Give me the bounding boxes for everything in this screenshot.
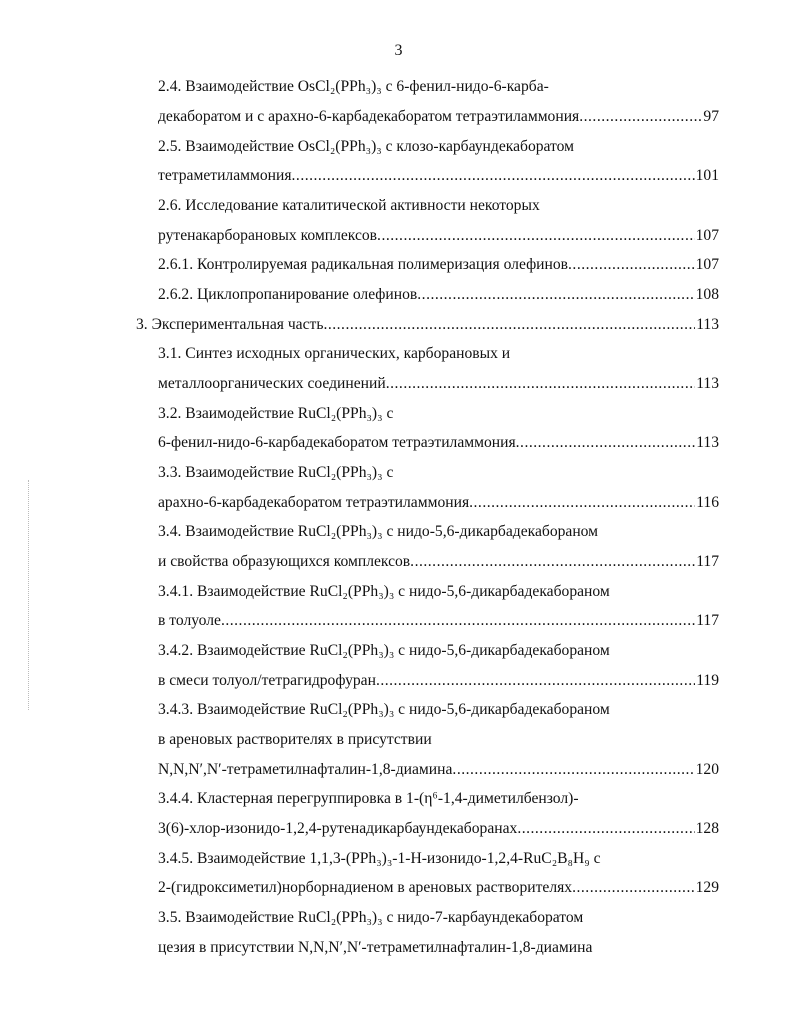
- dot-leader: [452, 755, 694, 785]
- dot-leader: [417, 280, 694, 310]
- toc-entry-2-5: [158, 132, 574, 162]
- toc-entry-text: 3.4.1. Взаимодействие RuCl₂(PPh₃)₃ с нидо-5,6-дикарбадекабораном: [158, 583, 610, 600]
- toc-entry-3-4-4: [158, 784, 579, 814]
- toc-page-number: 117: [696, 553, 719, 570]
- toc-entry-text: 3.3. Взаимодействие RuCl₂(PPh₃)₃ с: [158, 464, 394, 481]
- toc-entry-text: 2-(гидроксиметил)норборнадиеном в ареновых растворителях: [158, 879, 573, 896]
- dot-leader: [572, 873, 695, 903]
- toc-entry-2-6-1[interactable]: [158, 250, 719, 280]
- toc-entry-text: в смеси толуол/тетрагидрофуран: [158, 672, 376, 689]
- toc-entry-text: арахно-6-карбадекаборатом тетраэтиламмония: [158, 494, 470, 511]
- toc-entry-text: 6-фенил-нидо-6-карбадекаборатом тетраэтиламмония: [158, 434, 516, 451]
- toc-page-number: 129: [695, 879, 719, 896]
- toc-entry-text: 3. Экспериментальная часть: [136, 316, 324, 333]
- toc-entry-text: и свойства образующихся комплексов: [158, 553, 411, 570]
- toc-entry-2-5-cont[interactable]: [158, 161, 719, 191]
- toc-entry-2-6: [158, 191, 540, 221]
- toc-entry-text: 3.5. Взаимодействие RuCl₂(PPh₃)₃ с нидо-7-карбаундекаборатом: [158, 909, 584, 926]
- toc-entry-2-6-cont[interactable]: [158, 221, 719, 251]
- toc-entry-3-1-cont[interactable]: [158, 369, 719, 399]
- toc-entry-text: цезия в присутствии N,N,N′,N′-тетраметилнафталин-1,8-диамина: [158, 939, 593, 956]
- toc-entry-text: в ареновых растворителях в присутствии: [158, 731, 432, 748]
- dot-leader: [410, 547, 695, 577]
- toc-entry-3-2: [158, 399, 393, 429]
- toc-entry-3-4-1: [158, 577, 610, 607]
- page-number: 3: [394, 42, 403, 59]
- toc-entry-text: 3.4.5. Взаимодействие 1,1,3-(PPh₃)₃-1-H-изонидо-1,2,4-RuC₂B₈H₉ с: [158, 850, 601, 867]
- toc-entry-text: 2.5. Взаимодействие OsCl₂(PPh₃)₃ с клозо-карбаундекаборатом: [158, 138, 575, 155]
- toc-page-number: 113: [696, 434, 719, 451]
- toc-entry-text: 3.1. Синтез исходных органических, карборановых и: [158, 345, 511, 362]
- toc-entry-text: 3.4.4. Кластерная перегруппировка в 1-(η⁶-1,4-диметилбензол)-: [158, 790, 579, 807]
- toc-entry-3-4: [158, 517, 598, 547]
- toc-entry-text: N,N,N′,N′-тетраметилнафталин-1,8-диамина: [158, 761, 453, 778]
- toc-entry-text: металлоорганических соединений: [158, 375, 386, 392]
- toc-entry-3-3: [158, 458, 393, 488]
- toc-entry-text: 3.2. Взаимодействие RuCl₂(PPh₃)₃ с: [158, 405, 394, 422]
- toc-entry-3-4-3-cont2[interactable]: [158, 755, 719, 785]
- dot-leader: [323, 310, 695, 340]
- toc-entry-text: тетраметиламмония: [158, 167, 292, 184]
- toc-entry-2-4-cont[interactable]: [158, 102, 719, 132]
- toc-page-number: 128: [695, 820, 719, 837]
- toc-page-number: 101: [695, 167, 719, 184]
- toc-entry-3-4-2-cont[interactable]: [158, 666, 719, 696]
- toc-entry-3-5-cont: [158, 933, 592, 963]
- toc-page-number: 107: [695, 227, 719, 244]
- margin-scan-mark: [28, 480, 29, 710]
- toc-entry-text: 3.4.2. Взаимодействие RuCl₂(PPh₃)₃ с нидо-5,6-дикарбадекабораном: [158, 642, 610, 659]
- toc-entry-text: 3.4.3. Взаимодействие RuCl₂(PPh₃)₃ с нидо-5,6-дикарбадекабораном: [158, 701, 610, 718]
- toc-page-number: 119: [696, 672, 719, 689]
- toc-entry-text: 2.4. Взаимодействие OsCl₂(PPh₃)₃ с 6-фенил-нидо-6-карба-: [158, 78, 549, 95]
- dot-leader: [292, 161, 695, 191]
- dot-leader: [568, 250, 695, 280]
- toc-entry-2-4: [158, 72, 549, 102]
- toc-entry-text: рутенакарборановых комплексов: [158, 227, 378, 244]
- toc-entry-3-4-cont[interactable]: [158, 547, 719, 577]
- toc-entry-text: 3.4. Взаимодействие RuCl₂(PPh₃)₃ с нидо-5,6-дикарбадекабораном: [158, 523, 599, 540]
- toc-page-number: 97: [703, 108, 719, 125]
- dot-leader: [386, 369, 695, 399]
- toc-page-number: 113: [696, 375, 719, 392]
- toc-entry-3-1: [158, 339, 510, 369]
- toc-entry-3-4-3: [158, 695, 610, 725]
- dot-leader: [221, 606, 695, 636]
- toc-entry-3-4-2: [158, 636, 610, 666]
- toc-entry-text: 2.6.2. Циклопропанирование олефинов: [158, 286, 418, 303]
- dot-leader: [516, 428, 696, 458]
- toc-page-number: 116: [696, 494, 719, 511]
- dot-leader: [579, 102, 702, 132]
- toc-entry-3-4-4-cont[interactable]: [158, 814, 719, 844]
- toc-page-number: 117: [696, 612, 719, 629]
- toc-entry-text: 3(6)-хлор-изонидо-1,2,4-рутенадикарбаундекаборанах: [158, 820, 518, 837]
- toc-page-number: 113: [696, 316, 719, 333]
- toc-entry-3-2-cont[interactable]: [158, 428, 719, 458]
- dot-leader: [469, 488, 695, 518]
- toc-entry-3-4-5: [158, 844, 601, 874]
- dot-leader: [377, 221, 695, 251]
- toc-entry-3[interactable]: [136, 310, 719, 340]
- toc-entry-3-5: [158, 903, 583, 933]
- toc-entry-2-6-2[interactable]: [158, 280, 719, 310]
- toc-entry-text: 2.6. Исследование каталитической активности некоторых: [158, 197, 540, 214]
- toc-entry-text: в толуоле: [158, 612, 221, 629]
- toc-page-number: 107: [695, 256, 719, 273]
- toc-entry-text: 2.6.1. Контролируемая радикальная полимеризация олефинов: [158, 256, 569, 273]
- toc-entry-3-4-3-cont: [158, 725, 432, 755]
- toc-entry-text: декаборатом и с арахно-6-карбадекаборатом тетраэтиламмония: [158, 108, 580, 125]
- toc-entry-3-4-1-cont[interactable]: [158, 606, 719, 636]
- toc-page-number: 120: [695, 761, 719, 778]
- dot-leader: [376, 666, 695, 696]
- dot-leader: [517, 814, 694, 844]
- toc-page-number: 108: [695, 286, 719, 303]
- toc-entry-3-3-cont[interactable]: [158, 488, 719, 518]
- toc-entry-3-4-5-cont[interactable]: [158, 873, 719, 903]
